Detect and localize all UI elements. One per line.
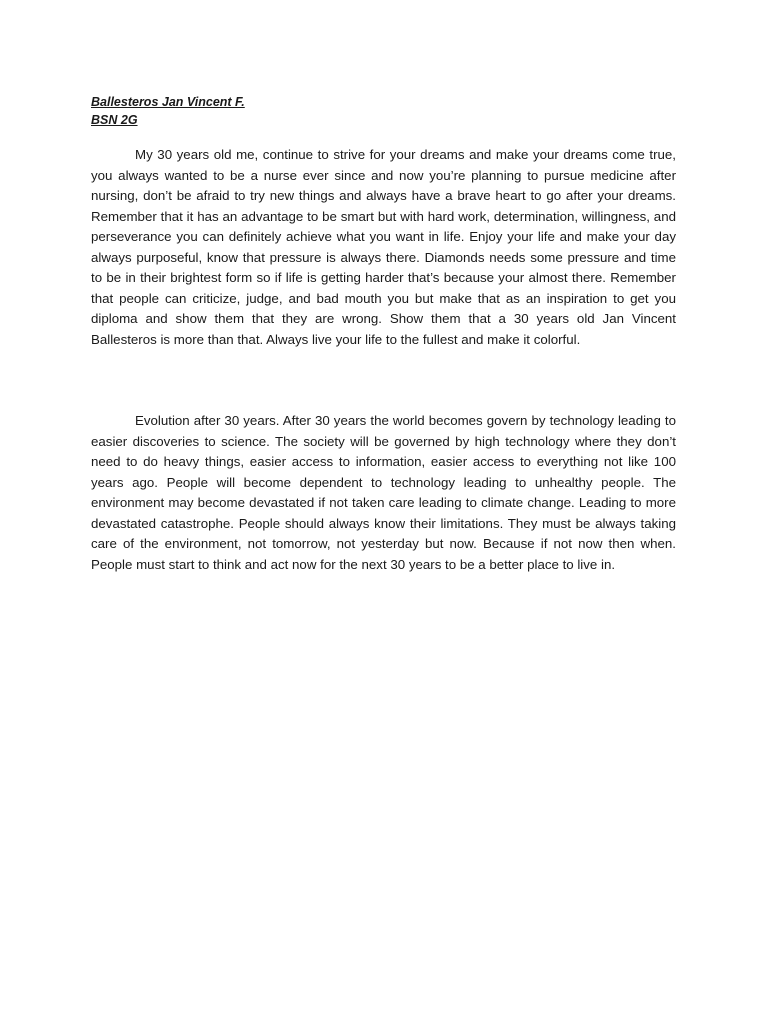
paragraph-evolution-after-30-years: Evolution after 30 years. After 30 years the world becomes govern by technology leading to easier discoveries to science. The society will be governed by high technology where they don’t need to do heavy things, easier access to information, easier access to everything not like 100 years ago. People will become dependent to technology leading to unhealthy people. The environment may become devastated if not taken care leading to climate change. Leading to more devastated catastrophe. People should always know their limitations. They must be always taking care of the environment, not tomorrow, not yesterday but now. Because if not now then when. People must start to think and act now for the next 30 years to be a better place to live in.: [91, 413, 676, 572]
paragraph-letter-to-future-self: My 30 years old me, continue to strive for your dreams and make your dreams come true, you always wanted to be a nurse ever since and now you’re planning to pursue medicine after nursing, don’t be afraid to try new things and always have a brave heart to go after your dreams. Remember that it has an advantage to be smart but with hard work, determination, willingness, and perseverance you can definitely achieve what you want in life. Enjoy your life and make your day always purposeful, know that pressure is always there. Diamonds needs some pressure and time to be in their brightest form so if life is getting harder that’s because your almost there. Remember that people can criticize, judge, and bad mouth you but make that as an inspiration to get you diploma and show them that they are wrong. Show them that a 30 years old Jan Vincent Ballesteros is more than that. Always live your life to the fullest and make it colorful.: [91, 147, 676, 347]
author-name: Ballesteros Jan Vincent F.: [91, 95, 245, 109]
document-header: [91, 93, 391, 129]
author-section: BSN 2G: [91, 113, 138, 127]
